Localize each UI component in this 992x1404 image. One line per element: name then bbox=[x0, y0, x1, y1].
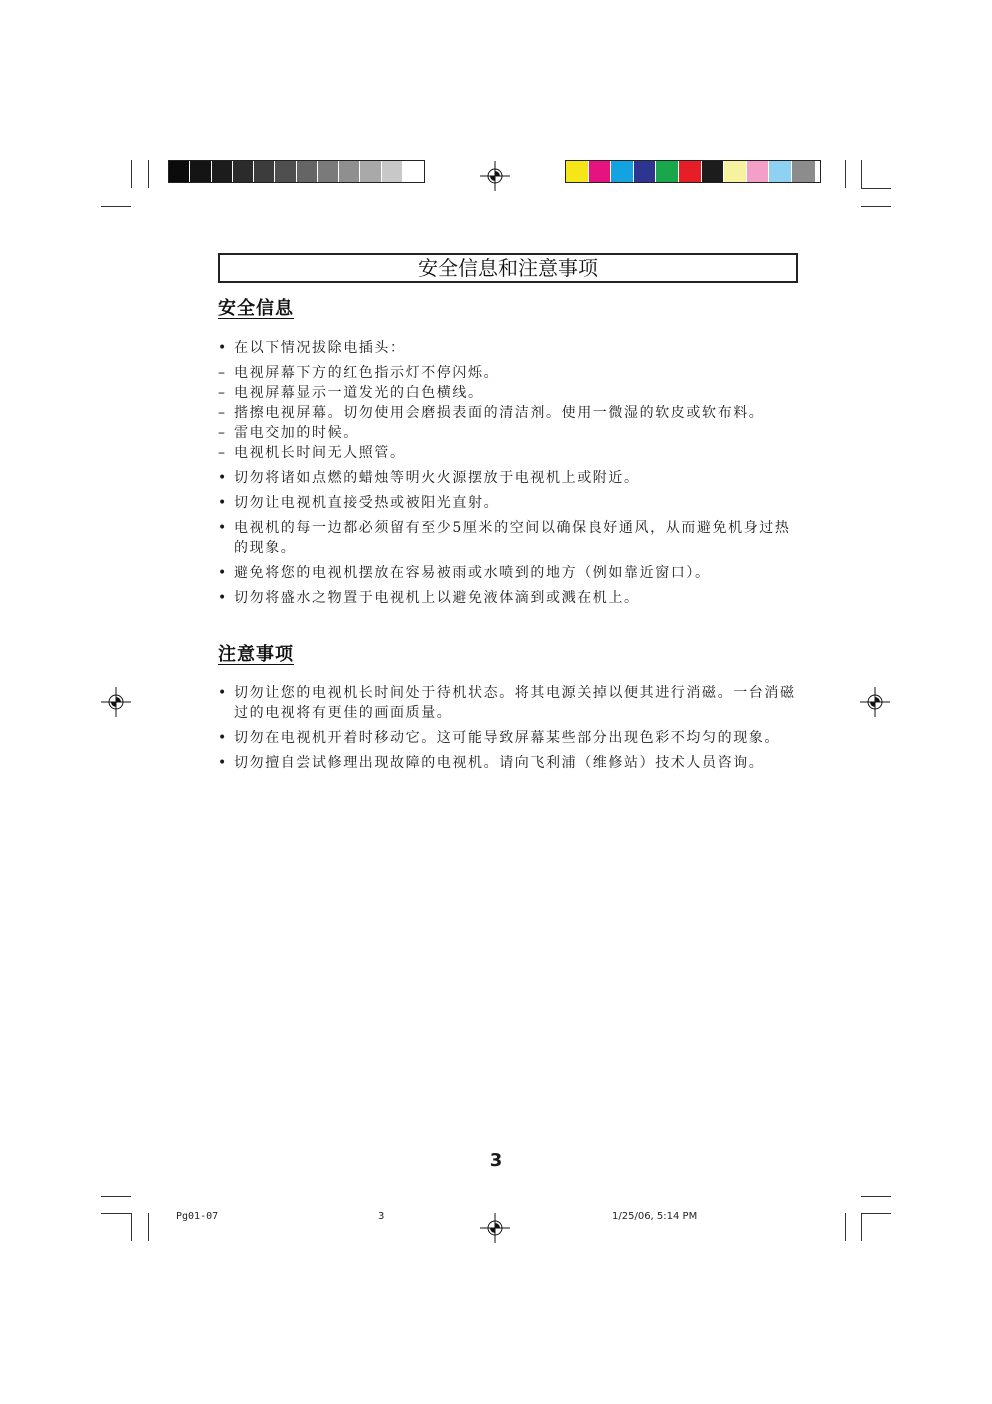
color-swatch bbox=[297, 161, 318, 182]
list-item-text: 切勿将诸如点燃的蜡烛等明火火源摆放于电视机上或附近。 bbox=[234, 470, 640, 486]
bullet-icon: • bbox=[218, 340, 228, 356]
crop-mark bbox=[861, 1196, 891, 1197]
list-item bbox=[218, 518, 798, 558]
color-swatch bbox=[724, 161, 747, 182]
page-title: 安全信息和注意事项 bbox=[218, 253, 798, 283]
list-item-text: 切勿将盛水之物置于电视机上以避免液体滴到或溅在机上。 bbox=[234, 590, 640, 606]
crop-mark bbox=[101, 206, 131, 207]
dash-icon: – bbox=[218, 445, 227, 461]
slug-file: Pg01-07 bbox=[176, 1211, 219, 1222]
list-item bbox=[218, 588, 798, 608]
list-item bbox=[218, 753, 798, 773]
grayscale-color-bar bbox=[168, 160, 425, 183]
list-item bbox=[218, 563, 798, 583]
list-item bbox=[218, 683, 798, 723]
color-swatch bbox=[792, 161, 815, 182]
dash-icon: – bbox=[218, 425, 227, 441]
list-item-text: 在以下情况拔除电插头： bbox=[234, 340, 406, 356]
color-swatch bbox=[403, 161, 424, 182]
list-item bbox=[218, 338, 798, 358]
color-swatch bbox=[634, 161, 657, 182]
bullet-icon: • bbox=[218, 755, 228, 771]
crop-mark bbox=[861, 1213, 891, 1214]
dash-icon: – bbox=[218, 365, 227, 381]
crop-mark bbox=[861, 188, 891, 189]
list-item-text: 切勿擅自尝试修理出现故障的电视机。请向飞利浦（维修站）技术人员咨询。 bbox=[234, 755, 765, 771]
list-item-text: 切勿让电视机直接受热或被阳光直射。 bbox=[234, 495, 500, 511]
crop-mark bbox=[131, 160, 132, 188]
list-item bbox=[218, 363, 798, 383]
list-item bbox=[218, 728, 798, 748]
cautions-list bbox=[218, 683, 798, 773]
process-color-bar bbox=[565, 160, 821, 183]
color-swatch bbox=[169, 161, 190, 182]
dash-icon: – bbox=[218, 385, 227, 401]
crop-mark bbox=[845, 1213, 846, 1241]
registration-mark-icon bbox=[860, 687, 890, 717]
list-item-text: 电视屏幕下方的红色指示灯不停闪烁。 bbox=[234, 365, 500, 381]
bullet-icon: • bbox=[218, 685, 228, 701]
color-swatch bbox=[318, 161, 339, 182]
bullet-icon: • bbox=[218, 470, 228, 486]
safety-heading: 安全信息 bbox=[218, 298, 294, 319]
color-swatch bbox=[233, 161, 254, 182]
color-swatch bbox=[566, 161, 589, 182]
list-item bbox=[218, 423, 798, 443]
list-item-text: 避免将您的电视机摆放在容易被雨或水喷到的地方（例如靠近窗口）。 bbox=[234, 565, 711, 581]
color-swatch bbox=[679, 161, 702, 182]
registration-mark-icon bbox=[480, 161, 510, 191]
crop-mark bbox=[861, 206, 891, 207]
safety-list bbox=[218, 338, 798, 608]
crop-mark bbox=[101, 1213, 131, 1214]
bullet-icon: • bbox=[218, 590, 228, 606]
list-item bbox=[218, 468, 798, 488]
color-swatch bbox=[747, 161, 770, 182]
crop-mark bbox=[861, 1213, 862, 1241]
color-swatch bbox=[382, 161, 403, 182]
list-item-text: 电视屏幕显示一道发光的白色横线。 bbox=[234, 385, 484, 401]
crop-mark bbox=[131, 1213, 132, 1241]
list-item-text: 电视机长时间无人照管。 bbox=[234, 445, 406, 461]
color-swatch bbox=[275, 161, 296, 182]
list-item bbox=[218, 403, 798, 423]
list-item-text: 电视机的每一边都必须留有至少5厘米的空间以确保良好通风，从而避免机身过热的现象。 bbox=[234, 520, 791, 556]
crop-mark bbox=[148, 1213, 149, 1241]
list-item-text: 揩擦电视屏幕。切勿使用会磨损表面的清洁剂。使用一微湿的软皮或软布料。 bbox=[234, 405, 765, 421]
bullet-icon: • bbox=[218, 520, 228, 536]
bullet-icon: • bbox=[218, 565, 228, 581]
slug-date: 1/25/06, 5:14 PM bbox=[612, 1211, 698, 1222]
cautions-heading: 注意事项 bbox=[218, 644, 294, 665]
color-swatch bbox=[254, 161, 275, 182]
color-swatch bbox=[656, 161, 679, 182]
page-number: 3 bbox=[489, 1150, 503, 1171]
slug-page: 3 bbox=[378, 1211, 385, 1222]
color-swatch bbox=[702, 161, 725, 182]
color-swatch bbox=[611, 161, 634, 182]
color-swatch bbox=[360, 161, 381, 182]
list-item-text: 切勿让您的电视机长时间处于待机状态。将其电源关掉以便其进行消磁。一台消磁过的电视将有更佳的画面质量。 bbox=[234, 685, 796, 721]
list-item-text: 切勿在电视机开着时移动它。这可能导致屏幕某些部分出现色彩不均匀的现象。 bbox=[234, 730, 780, 746]
registration-mark-icon bbox=[480, 1213, 510, 1243]
color-swatch bbox=[339, 161, 360, 182]
list-item-text: 雷电交加的时候。 bbox=[234, 425, 359, 441]
color-swatch bbox=[212, 161, 233, 182]
crop-mark bbox=[101, 1196, 131, 1197]
color-swatch bbox=[589, 161, 612, 182]
bullet-icon: • bbox=[218, 730, 228, 746]
crop-mark bbox=[861, 160, 862, 188]
bullet-icon: • bbox=[218, 495, 228, 511]
dash-icon: – bbox=[218, 405, 227, 421]
color-swatch bbox=[769, 161, 792, 182]
list-item bbox=[218, 493, 798, 513]
list-item bbox=[218, 443, 798, 463]
list-item bbox=[218, 383, 798, 403]
registration-mark-icon bbox=[101, 687, 131, 717]
color-swatch bbox=[190, 161, 211, 182]
crop-mark bbox=[148, 160, 149, 188]
crop-mark bbox=[845, 160, 846, 188]
